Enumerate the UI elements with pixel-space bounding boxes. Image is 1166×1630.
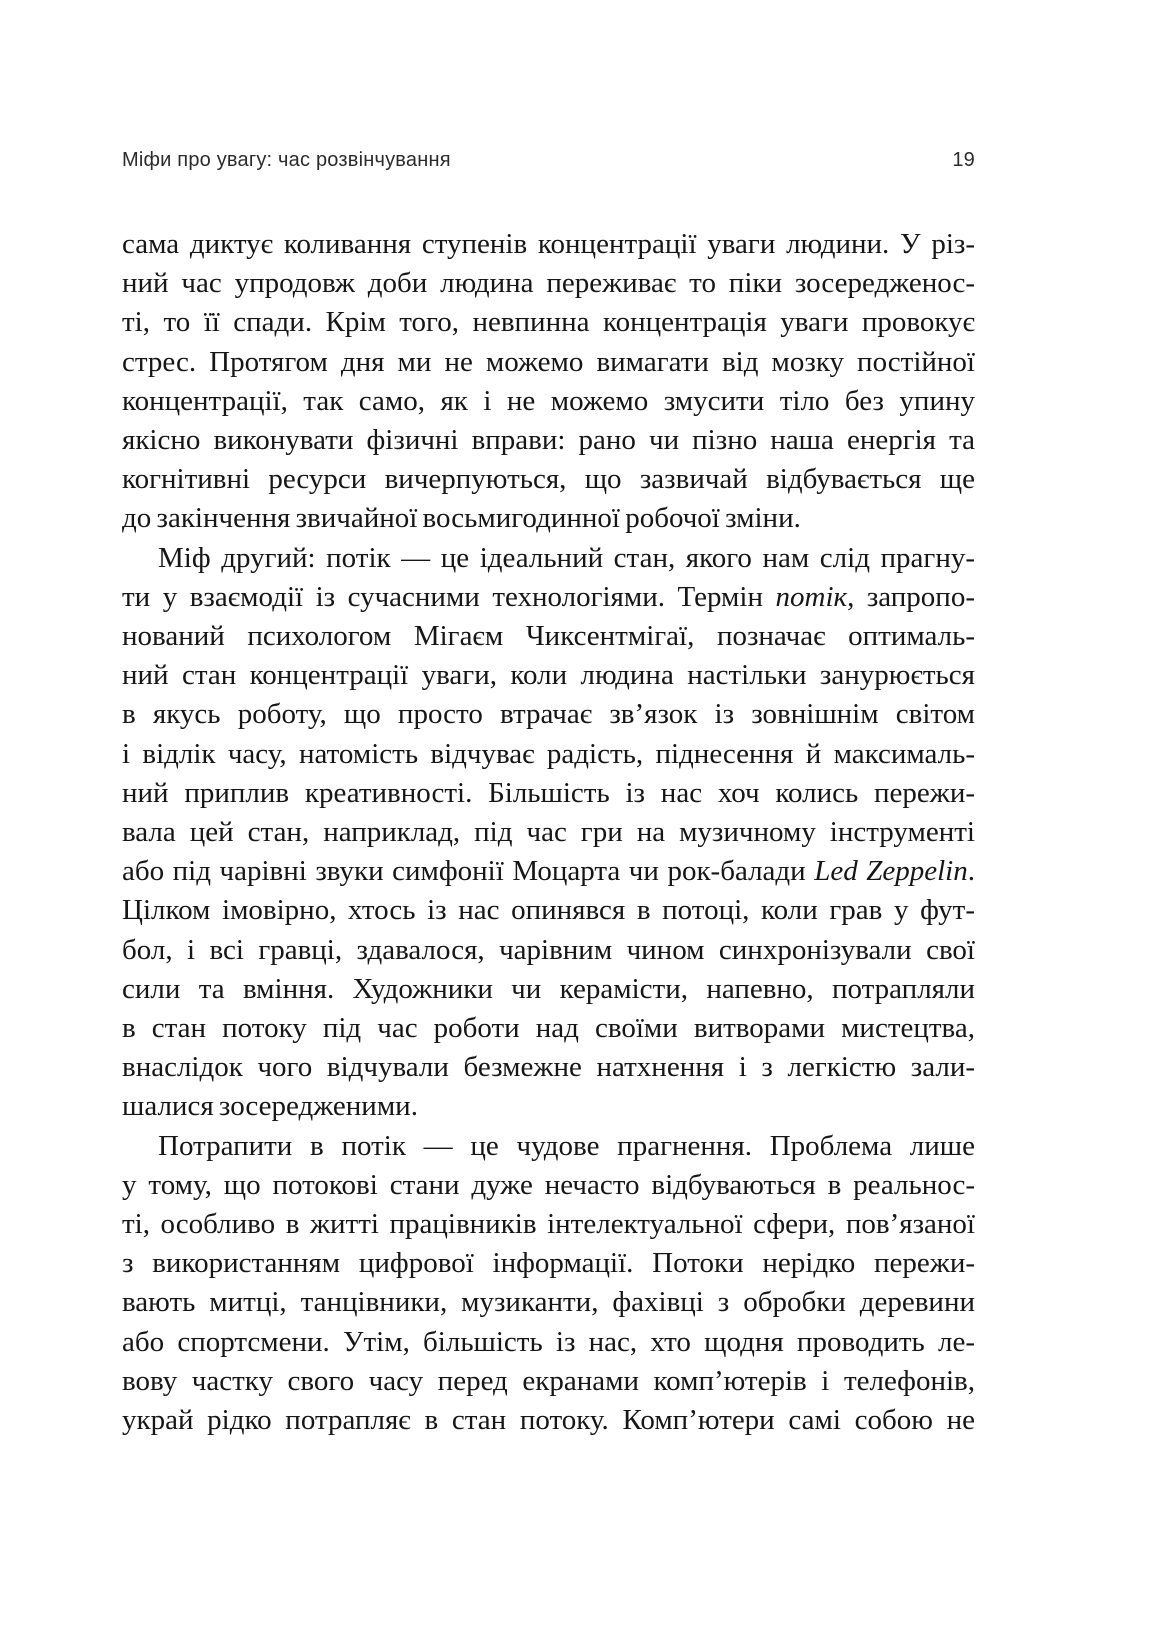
- text-segment: Цілком імовірно, хтось із нас опинявся в потоці, коли грав у фут-: [122, 894, 975, 927]
- text-line: [122, 852, 975, 891]
- text-segment: шалися зосередженими.: [122, 1090, 418, 1123]
- text-line: [122, 617, 975, 656]
- text-segment: .: [967, 855, 975, 888]
- text-segment: нований психологом Мігаєм Чиксентмігаї, позначає оптималь-: [122, 620, 975, 653]
- text-line: [122, 1205, 975, 1244]
- text-segment: Міф другий: потік — це ідеальний стан, якого нам слід прагну-: [158, 541, 975, 574]
- text-segment: ті, то її спади. Крім того, невпинна концентрація уваги провокує: [122, 306, 975, 339]
- text-line: [122, 539, 975, 578]
- text-line: [122, 460, 975, 499]
- text-line: [122, 421, 975, 460]
- text-segment: або під чарівні звуки симфонії Моцарта чи рок-балади: [122, 855, 815, 888]
- page-number: 19: [952, 149, 975, 171]
- text-line: [122, 382, 975, 421]
- text-segment: з використанням цифрової інформації. Потоки нерідко пережи-: [122, 1247, 975, 1280]
- text-segment: ний приплив креативності. Більшість із нас хоч колись пережи-: [122, 776, 975, 809]
- text-line: [122, 1127, 975, 1166]
- text-segment: сама диктує коливання ступенів концентрації уваги людини. У різ-: [122, 228, 975, 260]
- text-line: [122, 499, 975, 538]
- text-line: [122, 264, 975, 303]
- running-head-title: Міфи про увагу: час розвінчування: [122, 149, 451, 171]
- text-line: [122, 343, 975, 382]
- text-segment: і відлік часу, натомість відчуває радість, піднесення й максималь-: [122, 737, 975, 770]
- text-segment: якісно виконувати фізичні вправи: рано чи пізно наша енергія та: [122, 424, 975, 457]
- text-line: [122, 1048, 975, 1087]
- text-segment: внаслідок чого відчували безмежне натхнення і з легкістю зали-: [122, 1051, 975, 1084]
- text-segment: або спортсмени. Утім, більшість із нас, хто щодня проводить ле-: [122, 1325, 975, 1358]
- emphasized-text: потік: [775, 580, 848, 613]
- text-line: [122, 695, 975, 734]
- text-segment: бол, і всі гравці, здавалося, чарівним чином синхронізували свої: [122, 933, 975, 966]
- text-line: [122, 1244, 975, 1283]
- text-line: [122, 1283, 975, 1322]
- text-segment: вають митці, танцівники, музиканти, фахівці з обробки деревини: [122, 1286, 975, 1319]
- running-header: [122, 148, 975, 172]
- text-line: [122, 225, 975, 264]
- text-segment: ний час упродовж доби людина переживає то піки зосередженос-: [122, 267, 975, 300]
- emphasized-text: Led Zeppelin: [814, 855, 968, 888]
- text-line: [122, 774, 975, 813]
- text-line: [122, 656, 975, 695]
- text-line: [122, 1323, 975, 1362]
- text-line: [122, 735, 975, 774]
- text-segment: вала цей стан, наприклад, під час гри на музичному інструменті: [122, 816, 975, 849]
- text-segment: стрес. Протягом дня ми не можемо вимагати від мозку постійної: [122, 345, 975, 378]
- text-segment: сили та вміння. Художники чи керамісти, напевно, потрапляли: [122, 972, 975, 1005]
- text-segment: ти у взаємодії із сучасними технологіями. Термін: [122, 580, 776, 613]
- text-segment: в стан потоку під час роботи над своїми витворами мистецтва,: [122, 1012, 975, 1045]
- text-line: [122, 1087, 975, 1126]
- text-line: [122, 303, 975, 342]
- text-line: [122, 970, 975, 1009]
- text-segment: Потрапити в потік — це чудове прагнення. Проблема лише: [158, 1129, 975, 1162]
- text-line: [122, 1009, 975, 1048]
- text-line: [122, 1166, 975, 1205]
- text-segment: до закінчення звичайної восьмигодинної робочої зміни.: [122, 502, 801, 535]
- text-line: [122, 578, 975, 617]
- text-segment: , запропо-: [847, 580, 975, 613]
- text-line: [122, 891, 975, 930]
- body-text: [122, 225, 975, 1440]
- text-segment: когнітивні ресурси вичерпуються, що зазвичай відбувається ще: [122, 463, 975, 496]
- text-segment: украй рідко потрапляє в стан потоку. Комп’ютери самі собою не: [122, 1404, 975, 1437]
- text-segment: у тому, що потокові стани дуже нечасто відбуваються в реальнос-: [122, 1168, 975, 1201]
- text-line: [122, 931, 975, 970]
- text-segment: ний стан концентрації уваги, коли людина настільки занурюється: [122, 659, 975, 692]
- text-segment: ті, особливо в житті працівників інтелектуальної сфери, пов’язаної: [122, 1208, 975, 1241]
- text-segment: вову частку свого часу перед екранами комп’ютерів і телефонів,: [122, 1364, 975, 1397]
- text-segment: в якусь роботу, що просто втрачає зв’язок із зовнішнім світом: [122, 698, 975, 731]
- text-line: [122, 813, 975, 852]
- text-line: [122, 1401, 975, 1440]
- text-segment: концентрації, так само, як і не можемо змусити тіло без упину: [122, 384, 975, 417]
- text-line: [122, 1362, 975, 1401]
